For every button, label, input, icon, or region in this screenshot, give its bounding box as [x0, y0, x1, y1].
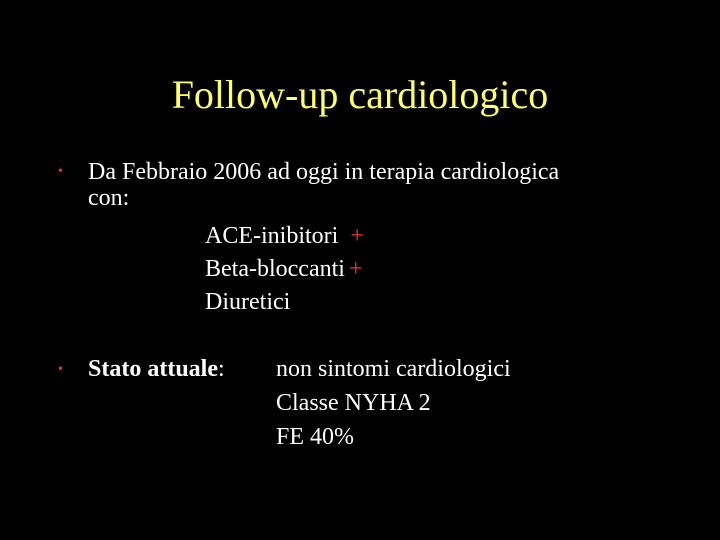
- bullet-marker: •: [58, 164, 63, 179]
- status-value: Classe NYHA 2: [276, 390, 431, 416]
- drug-item: [205, 288, 290, 316]
- drug-name: ACE-inibitori: [205, 223, 339, 249]
- status-label-colon: :: [217, 356, 225, 382]
- drug-item: [205, 222, 364, 250]
- status-value: FE 40%: [276, 424, 354, 450]
- drug-item: [205, 255, 362, 283]
- bullet-marker: •: [58, 362, 63, 377]
- status-label: [88, 355, 225, 383]
- drug-name: Diuretici: [205, 289, 291, 315]
- slide-title: Follow-up cardiologico: [171, 72, 549, 117]
- therapy-line-1: Da Febbraio 2006 ad oggi in terapia cardiologica: [88, 159, 560, 185]
- status-label-text: Stato attuale: [88, 356, 218, 382]
- status-value: non sintomi cardiologici: [276, 356, 511, 382]
- drug-name: Beta-bloccanti: [205, 256, 345, 282]
- plus-sign: +: [348, 256, 363, 282]
- plus-sign: +: [350, 223, 364, 249]
- therapy-line-2: con:: [88, 185, 130, 211]
